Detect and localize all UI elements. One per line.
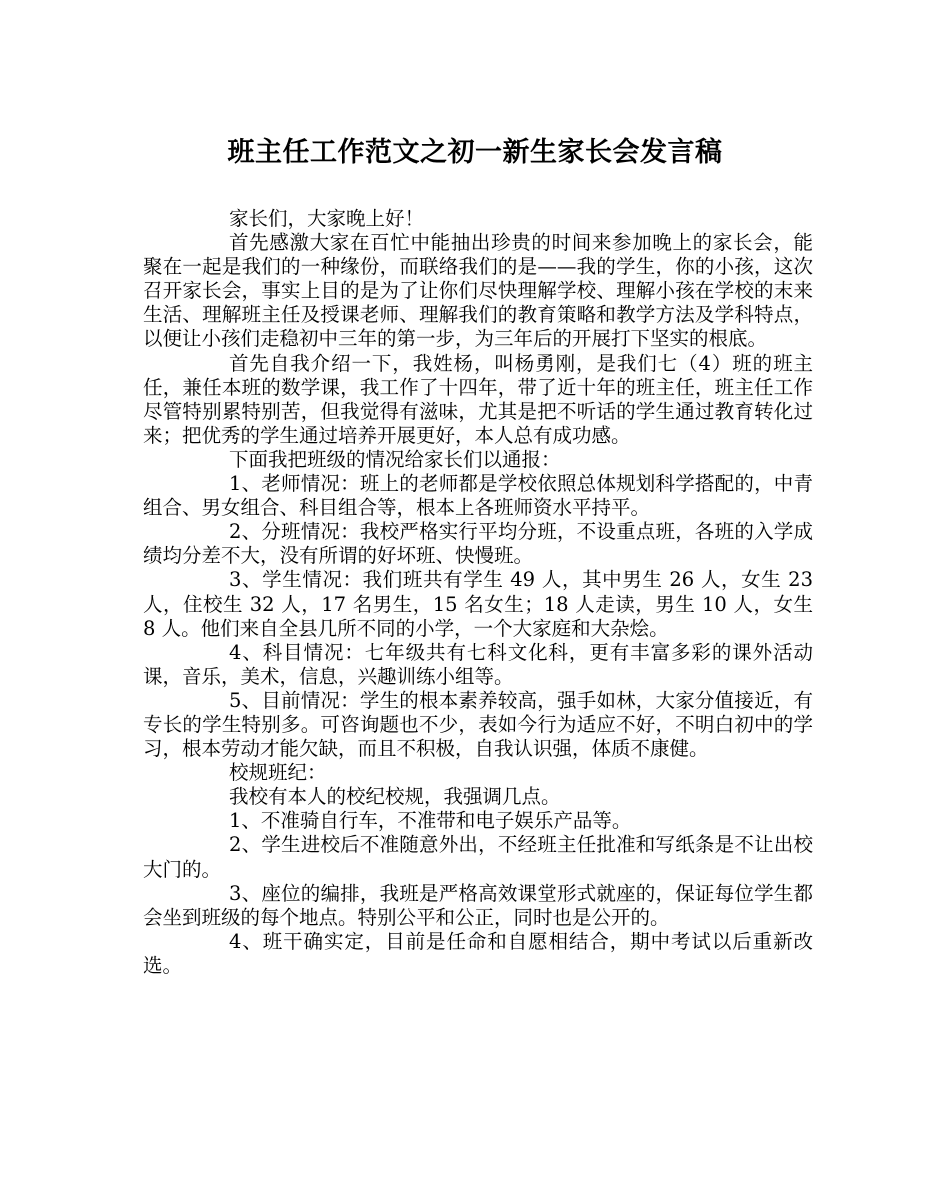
- paragraph-rules-heading: 校规班纪：: [229, 761, 327, 785]
- paragraph-rule-1: 1、不准骑自行车，不准带和电子娱乐产品等。: [229, 809, 632, 833]
- document-body: [143, 207, 813, 978]
- paragraph-teachers: 1、老师情况：班上的老师都是学校依照总体规划科学搭配的，中青组合、男女组合、科目组合等，根本上各班师资水平持平。: [143, 472, 813, 520]
- paragraph-thanks: 首先感激大家在百忙中能抽出珍贵的时间来参加晚上的家长会，能聚在一起是我们的一种缘份，而联络我们的是——我的学生，你的小孩，这次召开家长会，事实上目的是为了让你们尽快理解学校、理解小孩在学校的末来生活、理解班主任及授课老师、理解我们的教育策略和教学方法及学科特点，以便让小孩们走稳初中三年的第一步，为三年后的开展打下坚实的根底。: [143, 231, 813, 351]
- paragraph-students: 3、学生情况：我们班共有学生 49 人，其中男生 26 人，女生 23 人，住校生 32 人，17 名男生，15 名女生；18 人走读，男生 10 人，女生 8 人。他们来自全县几所不同的小学，一个大家庭和大杂烩。: [143, 568, 813, 640]
- paragraph-class-division: 2、分班情况：我校严格实行平均分班，不设重点班，各班的入学成绩均分差不大，没有所谓的好坏班、快慢班。: [143, 520, 813, 568]
- paragraph-rule-3: 3、座位的编排，我班是严格高效课堂形式就座的，保证每位学生都会坐到班级的每个地点。特别公平和公正，同时也是公开的。: [143, 881, 813, 929]
- paragraph-current-situation: 5、目前情况：学生的根本素养较高，强手如林，大家分值接近，有专长的学生特别多。可咨询题也不少，表如今行为适应不好，不明白初中的学习，根本劳动才能欠缺，而且不积极，自我认识强，体质不康健。: [143, 688, 813, 761]
- paragraph-rules-intro: 我校有本人的校纪校规，我强调几点。: [229, 785, 561, 809]
- document-title: 班主任工作范文之初一新生家长会发言稿: [227, 137, 723, 168]
- paragraph-subjects: 4、科目情况：七年级共有七科文化科，更有丰富多彩的课外活动课，音乐，美术，信息，兴趣训练小组等。: [143, 640, 813, 688]
- paragraph-self-intro: 首先自我介绍一下，我姓杨，叫杨勇刚，是我们七（4）班的班主任，兼任本班的数学课，我工作了十四年，带了近十年的班主任，班主任工作尽管特别累特别苦，但我觉得有滋味，尤其是把不听话的学生通过教育转化过来；把优秀的学生通过培养开展更好，本人总有成功感。: [143, 351, 813, 447]
- paragraph-greeting: 家长们，大家晚上好！: [229, 207, 425, 230]
- paragraph-rule-4: 4、班干确实定，目前是任命和自愿相结合，期中考试以后重新改选。: [143, 929, 813, 977]
- paragraph-class-report-intro: 下面我把班级的情况给家长们以通报：: [229, 447, 561, 471]
- paragraph-rule-2: 2、学生进校后不准随意外出，不经班主任批准和写纸条是不让出校大门的。: [143, 833, 813, 881]
